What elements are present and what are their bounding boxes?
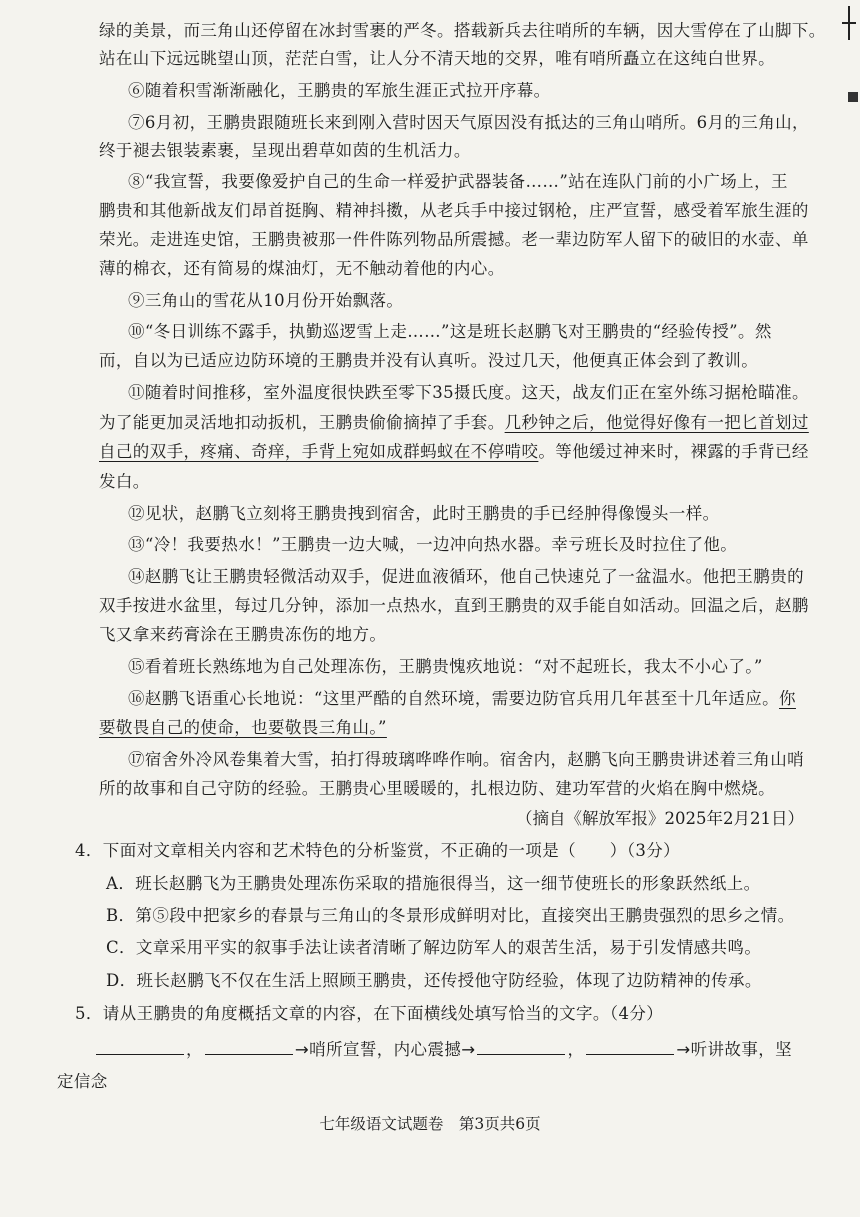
paragraph-7-line: ⑦6月初，王鹏贵跟随班长来到刚入营时因天气原因没有抵达的三角山哨所。6月的三角山， <box>128 113 809 132</box>
paragraph-13: ⑬“冷！我要热水！”王鹏贵一边大喊，一边冲向热水器。幸亏班长及时拉住了他。 <box>128 535 738 554</box>
arrow-icon: → <box>461 1040 476 1059</box>
answer-segment: 哨所宣誓，内心震撼 <box>309 1040 462 1059</box>
paragraph-12: ⑫见状，赵鹏飞立刻将王鹏贵拽到宿舍，此时王鹏贵的手已经肿得像馒头一样。 <box>128 504 720 523</box>
answer-blank-1[interactable] <box>96 1040 184 1055</box>
paragraph-14-line: 双手按进水盆里，每过几分钟，添加一点热水，直到王鹏贵的双手能自如活动。回温之后，赵鹏 <box>99 596 809 615</box>
question-5-answer-continuation: 定信念 <box>57 1072 108 1091</box>
paragraph-16-line <box>128 688 796 710</box>
source-citation: （摘自《解放军报》2025年2月21日） <box>516 809 804 828</box>
underlined-sentence: 自己的双手，疼痛、奇痒，手背上宛如成群蚂蚁在不停啃咬 <box>99 442 539 461</box>
question-5-answer-line <box>94 1039 792 1061</box>
arrow-icon: → <box>294 1040 310 1059</box>
answer-segment: 听讲故事，坚 <box>690 1040 793 1059</box>
question-4-option-b: B．第⑤段中把家乡的春景与三角山的冬景形成鲜明对比，直接突出王鹏贵强烈的思乡之情。 <box>106 906 795 925</box>
arrow-icon: → <box>676 1040 691 1059</box>
paragraph-11-line <box>99 412 809 434</box>
binding-edge-marks <box>838 0 860 120</box>
paragraph-8-line: 鹏贵和其他新战友们昂首挺胸、精神抖擞，从老兵手中接过钢枪，庄严宣誓，感受着军旅生涯的 <box>99 201 809 220</box>
paragraph-11-line <box>99 441 809 463</box>
question-5-stem: 5．请从王鹏贵的角度概括文章的内容，在下面横线处填写恰当的文字。（4分） <box>75 1004 664 1023</box>
passage-line: 绿的美景，而三角山还停留在冰封雪裹的严冬。搭载新兵去往哨所的车辆，因大雪停在了山脚下。 <box>99 21 826 40</box>
passage-line: 站在山下远远眺望山顶，茫茫白雪，让人分不清天地的交界，唯有哨所矗立在这纯白世界。 <box>99 49 775 68</box>
answer-blank-3[interactable] <box>477 1040 565 1055</box>
underlined-sentence: 你 <box>779 689 796 708</box>
paragraph-9: ⑨三角山的雪花从10月份开始飘落。 <box>128 291 404 310</box>
paragraph-8-line: 薄的棉衣，还有简易的煤油灯，无不触动着他的内心。 <box>99 259 505 278</box>
question-4-option-a: A．班长赵鹏飞为王鹏贵处理冻伤采取的措施很得当，这一细节使班长的形象跃然纸上。 <box>106 874 761 893</box>
underlined-sentence: 几秒钟之后，他觉得好像有一把匕首划过 <box>504 413 809 432</box>
paragraph-8-line: 荣光。走进连史馆，王鹏贵被那一件件陈列物品所震撼。老一辈边防军人留下的破旧的水壶、单 <box>99 230 809 249</box>
page-footer: 七年级语文试题卷 第3页共6页 <box>319 1115 541 1133</box>
paragraph-11-line: ⑪随着时间推移，室外温度很快跌至零下35摄氏度。这天，战友们正在室外练习据枪瞄准。 <box>128 383 809 402</box>
paragraph-16-text: ⑯赵鹏飞语重心长地说：“这里严酷的自然环境，需要边防官兵用几年甚至十几年适应。 <box>128 689 780 708</box>
paragraph-6: ⑥随着积雪渐渐融化，王鹏贵的军旅生涯正式拉开序幕。 <box>128 81 551 100</box>
paragraph-14-line: ⑭赵鹏飞让王鹏贵轻微活动双手，促进血液循环，他自己快速兑了一盆温水。他把王鹏贵的 <box>128 567 804 586</box>
paragraph-8-line: ⑧“我宣誓，我要像爱护自己的生命一样爱护武器装备……”站在连队门前的小广场上，王 <box>128 172 788 191</box>
answer-blank-4[interactable] <box>586 1040 674 1055</box>
comma: ， <box>567 1040 585 1059</box>
paragraph-11-text: 。等他缓过神来时，裸露的手背已经 <box>538 442 809 461</box>
paragraph-15: ⑮看着班长熟练地为自己处理冻伤，王鹏贵愧疚地说：“对不起班长，我太不小心了。” <box>128 657 763 676</box>
paragraph-17-line: ⑰宿舍外冷风卷集着大雪，拍打得玻璃哗哗作响。宿舍内，赵鹏飞向王鹏贵讲述着三角山哨 <box>128 750 804 769</box>
paragraph-10-line: ⑩“冬日训练不露手，执勤巡逻雪上走……”这是班长赵鹏飞对王鹏贵的“经验传授”。然 <box>128 322 772 341</box>
paragraph-10-line: 而，自以为已适应边防环境的王鹏贵并没有认真听。没过几天，他便真正体会到了教训。 <box>99 351 759 370</box>
question-4-option-c: C．文章采用平实的叙事手法让读者清晰了解边防军人的艰苦生活，易于引发情感共鸣。 <box>106 938 762 957</box>
paragraph-11-line: 发白。 <box>99 472 150 491</box>
paragraph-16-line <box>99 717 387 739</box>
question-4-stem: 4．下面对文章相关内容和艺术特色的分析鉴赏，不正确的一项是（ ）（3分） <box>75 841 681 860</box>
answer-blank-2[interactable] <box>205 1040 293 1055</box>
comma: ， <box>186 1040 203 1059</box>
underlined-sentence: 要敬畏自己的使命，也要敬畏三角山。” <box>99 718 387 737</box>
question-4-option-d: D．班长赵鹏飞不仅在生活上照顾王鹏贵，还传授他守防经验，体现了边防精神的传承。 <box>106 971 762 990</box>
paragraph-17-line: 所的故事和自己守防的经验。王鹏贵心里暖暖的，扎根边防、建功军营的火焰在胸中燃烧。 <box>99 779 775 798</box>
paragraph-14-line: 飞又拿来药膏涂在王鹏贵冻伤的地方。 <box>99 625 387 644</box>
paragraph-7-line: 终于褪去银装素裹，呈现出碧草如茵的生机活力。 <box>99 141 471 160</box>
paragraph-11-text: 为了能更加灵活地扣动扳机，王鹏贵偷偷摘掉了手套。 <box>99 413 505 432</box>
